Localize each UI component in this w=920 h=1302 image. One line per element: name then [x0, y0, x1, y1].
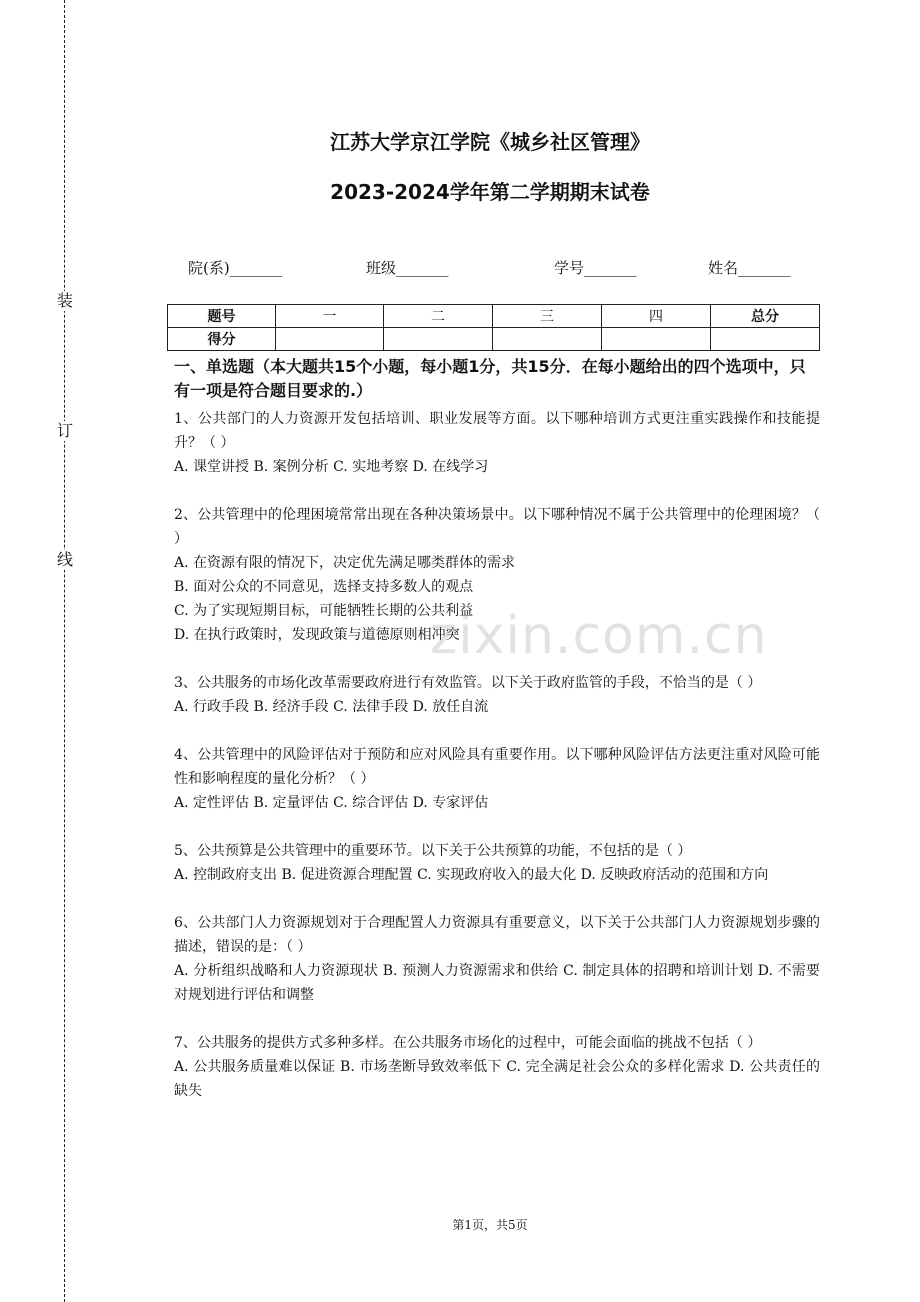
question-stem: 2、公共管理中的伦理困境常常出现在各种决策场景中。以下哪种情况不属于公共管理中的伦理困境？（ ）	[174, 507, 820, 547]
binding-char-xian: 线	[56, 550, 73, 569]
question-item	[174, 671, 820, 719]
info-department: 院(系)_______	[188, 259, 283, 277]
question-stem: 6、公共部门人力资源规划对于合理配置人力资源具有重要意义，以下关于公共部门人力资源规划步骤的描述，错误的是：（ ）	[174, 915, 820, 955]
question-option: A. 行政手段 B. 经济手段 C. 法律手段 D. 放任自流	[174, 699, 489, 715]
score-cell	[493, 328, 602, 351]
score-table-col: 一	[276, 305, 384, 328]
watermark: zixin.com.cn	[430, 606, 768, 666]
question-stem: 5、公共预算是公共管理中的重要环节。以下关于公共预算的功能，不包括的是（ ）	[174, 843, 692, 859]
question-option: A. 分析组织战略和人力资源现状 B. 预测人力资源需求和供给 C. 制定具体的招聘和培训计划 D. 不需要对规划进行评估和调整	[174, 963, 820, 1003]
question-option: B. 面对公众的不同意见，选择支持多数人的观点	[174, 579, 474, 595]
score-table-col: 总分	[711, 305, 820, 328]
info-student-id: 学号_______	[554, 259, 637, 277]
question-stem: 7、公共服务的提供方式多种多样。在公共服务市场化的过程中，可能会面临的挑战不包括（ ）	[174, 1035, 762, 1051]
question-item	[174, 1031, 820, 1103]
score-cell	[384, 328, 493, 351]
score-table-col: 四	[602, 305, 711, 328]
section-heading: 一、单选题（本大题共15个小题，每小题1分，共15分．在每小题给出的四个选项中，只有一项是符合题目要求的.）	[174, 357, 806, 400]
score-table	[167, 304, 820, 351]
score-table-score-row	[168, 328, 820, 351]
question-option: D. 在执行政策时，发现政策与道德原则相冲突	[174, 627, 460, 643]
question-item	[174, 407, 820, 479]
binding-char-zhuang: 装	[56, 291, 73, 310]
exam-title-line2: 2023-2024学年第二学期期末试卷	[330, 180, 650, 204]
score-table-col: 三	[493, 305, 602, 328]
info-class: 班级_______	[366, 259, 449, 277]
exam-title-line1: 江苏大学京江学院《城乡社区管理》	[330, 130, 650, 154]
question-option: A. 定性评估 B. 定量评估 C. 综合评估 D. 专家评估	[174, 795, 489, 811]
question-stem: 4、公共管理中的风险评估对于预防和应对风险具有重要作用。以下哪种风险评估方法更注重对风险可能性和影响程度的量化分析？（ ）	[174, 747, 820, 787]
score-table-row-header: 题号	[168, 305, 276, 328]
score-table-col: 二	[384, 305, 493, 328]
exam-content	[174, 355, 820, 1127]
info-name: 姓名_______	[708, 259, 791, 277]
question-item	[174, 743, 820, 815]
student-info-row	[188, 257, 828, 281]
question-stem: 1、公共部门的人力资源开发包括培训、职业发展等方面。以下哪种培训方式更注重实践操作和技能提升？（ ）	[174, 411, 820, 451]
question-option: C. 为了实现短期目标，可能牺牲长期的公共利益	[174, 603, 474, 619]
question-item	[174, 503, 820, 647]
question-item	[174, 911, 820, 1007]
question-option: A. 公共服务质量难以保证 B. 市场垄断导致效率低下 C. 完全满足社会公众的多样化需求 D. 公共责任的缺失	[174, 1059, 820, 1099]
binding-char-ding: 订	[56, 421, 73, 440]
score-cell	[602, 328, 711, 351]
question-option: A. 控制政府支出 B. 促进资源合理配置 C. 实现政府收入的最大化 D. 反映政府活动的范围和方向	[174, 867, 769, 883]
question-option: A. 在资源有限的情况下，决定优先满足哪类群体的需求	[174, 555, 516, 571]
score-cell	[711, 328, 820, 351]
score-cell	[276, 328, 384, 351]
question-stem: 3、公共服务的市场化改革需要政府进行有效监管。以下关于政府监管的手段，不恰当的是（ ）	[174, 675, 762, 691]
page-footer: 第1页，共5页	[452, 1218, 528, 1232]
score-table-row-header: 得分	[168, 328, 276, 351]
question-item	[174, 839, 820, 887]
question-option: A. 课堂讲授 B. 案例分析 C. 实地考察 D. 在线学习	[174, 459, 489, 475]
score-table-header-row	[168, 305, 820, 328]
